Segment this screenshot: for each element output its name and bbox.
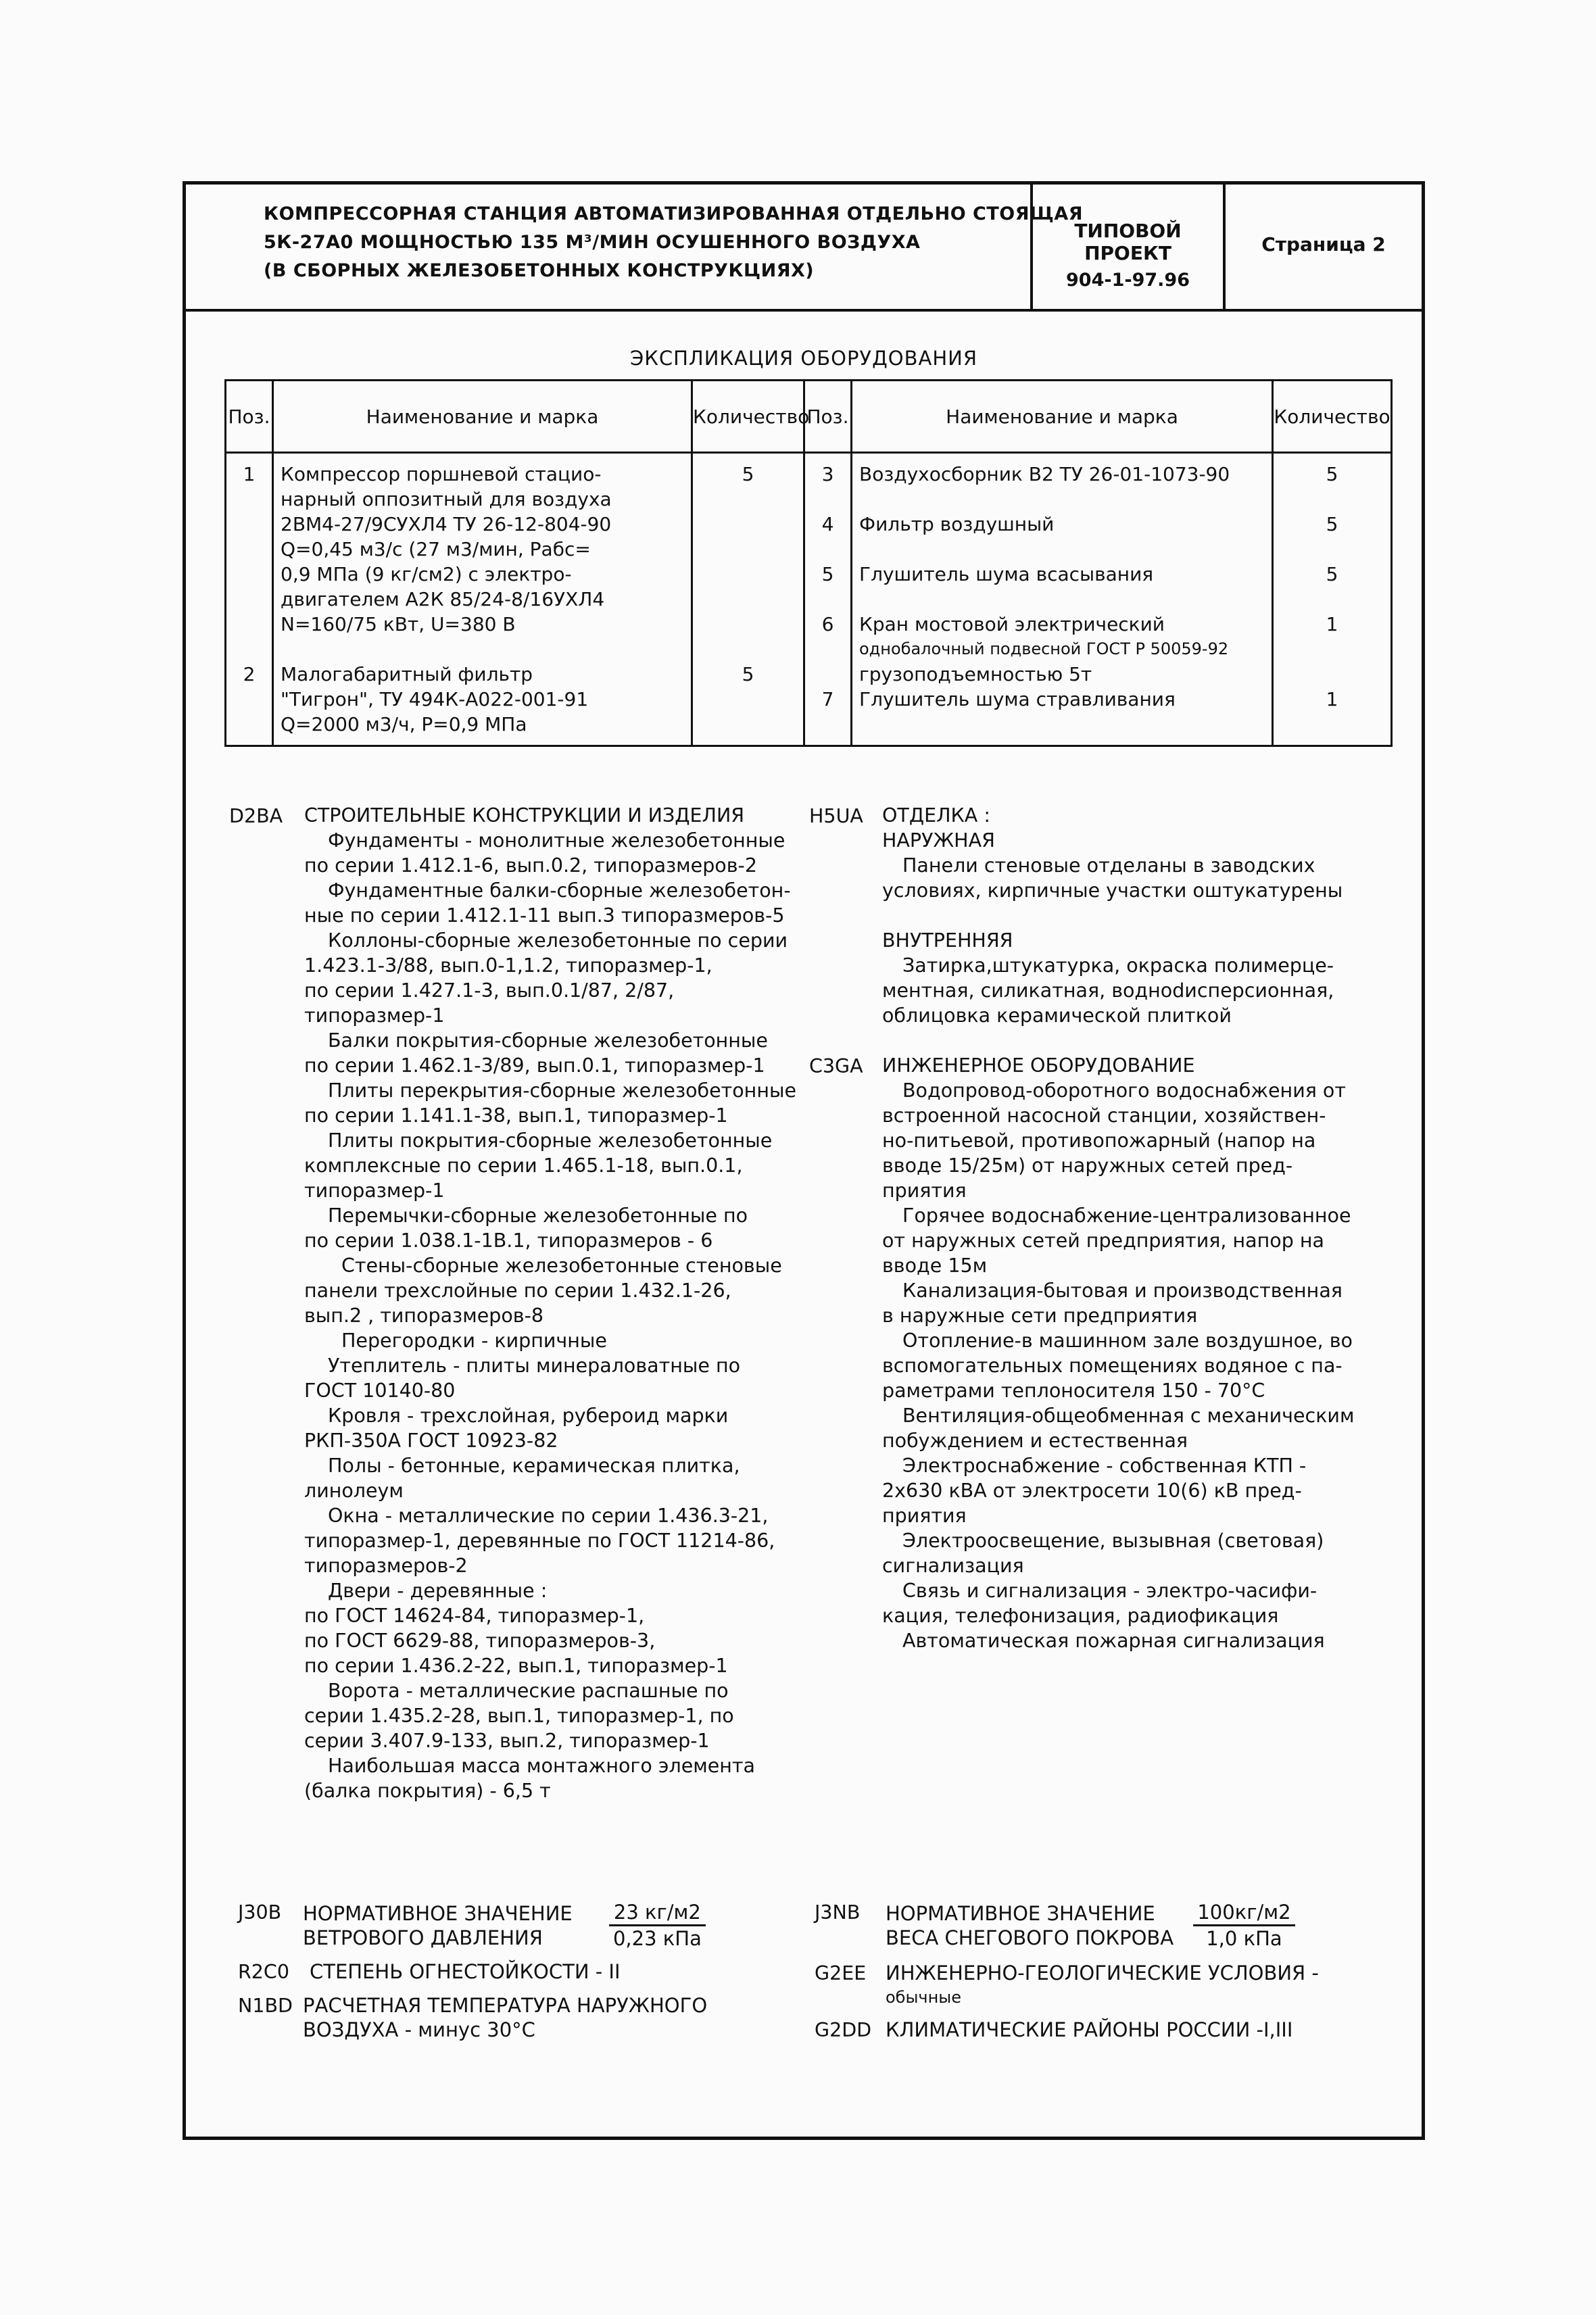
right-pos-cell (804, 453, 852, 746)
norm-wind-line2: ВЕТРОВОГО ДАВЛЕНИЯ (303, 1926, 543, 1949)
norm-temp-line2: ВОЗДУХА - минус 30°С (303, 2018, 535, 2041)
item-6-line: Кран мостовой электрический (859, 613, 1165, 635)
norm-snow-line2: ВЕСА СНЕГОВОГО ПОКРОВА (886, 1926, 1174, 1949)
engineering-line: в наружные сети предприятия (882, 1305, 1198, 1327)
norm-climate: КЛИМАТИЧЕСКИЕ РАЙОНЫ РОССИИ -I,III (886, 2018, 1293, 2041)
engineering-line: Электроснабжение - собственная КТП - (902, 1455, 1307, 1477)
item-1-line: нарный оппозитный для воздуха (281, 488, 612, 510)
norm-snow-value (1193, 1900, 1295, 1951)
construction-line: Фундаментные балки-сборные железобетон- (328, 879, 791, 902)
construction-line: по серии 1.462.1-3/89, вып.0.1, типоразмер-1 (304, 1054, 765, 1077)
qty-3: 5 (1326, 463, 1338, 485)
finish-section (882, 803, 1416, 1028)
left-pos-cell (226, 453, 273, 746)
construction-line: ные по серии 1.412.1-11 вып.3 типоразмеров-5 (304, 904, 785, 927)
section-code-engineering: C3GA (809, 1055, 863, 1077)
construction-line: по ГОСТ 14624-84, типоразмер-1, (304, 1605, 645, 1627)
qty-7: 1 (1326, 688, 1338, 710)
construction-line: по серии 1.427.1-3, вып.0.1/87, 2/87, (304, 979, 675, 1002)
engineering-line: Канализация-бытовая и производственная (902, 1280, 1343, 1302)
finish-outer-line: Панели стеновые отделаны в заводских (902, 854, 1315, 877)
construction-line: Окна - металлические по серии 1.436.3-21, (328, 1505, 769, 1527)
explication-title: ЭКСПЛИКАЦИЯ ОБОРУДОВАНИЯ (630, 347, 977, 370)
construction-line: РКП-350А ГОСТ 10923-82 (304, 1430, 558, 1452)
engineering-line: Связь и сигнализация - электро-часифи- (902, 1580, 1317, 1602)
left-name-cell (273, 453, 692, 746)
item-1-line: N=160/75 кВт, U=380 В (281, 613, 516, 635)
construction-line: по серии 1.412.1-6, вып.0.2, типоразмеров-2 (304, 854, 757, 877)
norm-wind-line1: НОРМАТИВНОЕ ЗНАЧЕНИЕ (303, 1901, 573, 1925)
title-block-name (186, 185, 1084, 309)
engineering-line: вводе 15/25м) от наружных сетей пред- (882, 1154, 1293, 1177)
construction-line: Балки покрытия-сборные железобетонные (328, 1029, 768, 1052)
finish-inner-line: Затирка,штукатурка, окраска полимерце- (902, 954, 1334, 977)
construction-line: Фундаменты - монолитные железобетонные (328, 829, 785, 852)
norm-code-fire: R2C0 (238, 1961, 289, 1983)
construction-line: по серии 1.141.1-38, вып.1, типоразмер-1 (304, 1104, 728, 1127)
pos-2: 2 (243, 663, 256, 685)
norm-snow (886, 1900, 1295, 1951)
norm-geo-line1: ИНЖЕНЕРНО-ГЕОЛОГИЧЕСКИЕ УСЛОВИЯ - (886, 1961, 1319, 1984)
norm-wind-value (609, 1900, 706, 1951)
qty-2: 5 (742, 663, 754, 685)
construction-section (304, 803, 980, 1803)
equipment-table (224, 379, 1393, 747)
construction-line: по ГОСТ 6629-88, типоразмеров-3, (304, 1630, 656, 1652)
qty-1: 5 (742, 463, 754, 485)
construction-line: по серии 1.436.2-22, вып.1, типоразмер-1 (304, 1655, 728, 1677)
item-2-line: Малогабаритный фильтр (281, 663, 533, 685)
engineering-line: Отопление-в машинном зале воздушное, во (902, 1330, 1353, 1352)
qty-5: 5 (1326, 563, 1338, 585)
construction-line: Кровля - трехслойная, рубероид марки (328, 1405, 729, 1427)
header-qty-right: Количество (1273, 381, 1392, 453)
engineering-line: вспомогательных помещениях водяное с па- (882, 1355, 1343, 1377)
construction-line: Стены-сборные железобетонные стеновые (341, 1254, 782, 1277)
engineering-line: от наружных сетей предприятия, напор на (882, 1229, 1324, 1252)
page-number: Страница 2 (1261, 233, 1386, 255)
construction-line: Плиты покрытия-сборные железобетонные (328, 1129, 773, 1152)
item-6-line: грузоподъемностью 5т (859, 663, 1092, 685)
construction-line: Перегородки - кирпичные (341, 1330, 607, 1352)
engineering-line: раметрами теплоносителя 150 - 70°С (882, 1380, 1265, 1402)
engineering-line: но-питьевой, противопожарный (напор на (882, 1129, 1316, 1152)
pos-3: 3 (821, 463, 834, 485)
construction-line: по серии 1.038.1-1В.1, типоразмеров - 6 (304, 1229, 713, 1252)
table-row (226, 453, 1392, 746)
left-qty-cell (692, 453, 804, 746)
project-label: ТИПОВОЙ ПРОЕКТ (1074, 220, 1182, 264)
engineering-section (882, 1053, 1416, 1653)
construction-line: Наибольшая масса монтажного элемента (328, 1755, 755, 1777)
finish-outer-line: условиях, кирпичные участки оштукатурены (882, 879, 1343, 902)
finish-inner-line: облицовка керамической плиткой (882, 1004, 1232, 1027)
norm-wind-num: 23 кг/м2 (609, 1900, 706, 1926)
construction-line: типоразмер-1, деревянные по ГОСТ 11214-86, (304, 1530, 775, 1552)
engineering-line: сигнализация (882, 1555, 1024, 1577)
construction-line: типоразмеров-2 (304, 1555, 468, 1577)
construction-heading: СТРОИТЕЛЬНЫЕ КОНСТРУКЦИИ И ИЗДЕЛИЯ (304, 804, 745, 827)
title-line-2: 5К-27А0 МОЩНОСТЬЮ 135 М³/МИН ОСУШЕННОГО ВОЗДУХА (264, 232, 921, 253)
norm-code-climate: G2DD (815, 2019, 872, 2041)
header-qty-left: Количество (692, 381, 804, 453)
header-name-right: Наименование и марка (852, 381, 1273, 453)
finish-heading: ОТДЕЛКА : (882, 804, 990, 827)
construction-line: Коллоны-сборные железобетонные по серии (328, 929, 788, 952)
drawing-sheet (183, 181, 1425, 2140)
norm-code-wind: J30B (238, 1901, 282, 1924)
engineering-line: Вентиляция-общеобменная с механическим (902, 1405, 1355, 1427)
construction-line: серии 1.435.2-28, вып.1, типоразмер-1, по (304, 1705, 734, 1727)
engineering-line: кация, телефонизация, радиофикация (882, 1605, 1279, 1627)
construction-line: вып.2 , типоразмеров-8 (304, 1305, 543, 1327)
finish-outer-heading: НАРУЖНАЯ (882, 829, 995, 852)
engineering-line: Автоматическая пожарная сигнализация (902, 1630, 1325, 1652)
engineering-line: Электроосвещение, вызывная (световая) (902, 1530, 1324, 1552)
construction-line: панели трехслойные по серии 1.432.1-26, (304, 1280, 731, 1302)
construction-line: комплексные по серии 1.465.1-18, вып.0.1, (304, 1154, 743, 1177)
item-7-line: Глушитель шума стравливания (859, 688, 1176, 710)
item-1-line: 2ВМ4-27/9СУХЛ4 ТУ 26-12-804-90 (281, 513, 612, 535)
construction-line: серии 3.407.9-133, вып.2, типоразмер-1 (304, 1730, 710, 1752)
header-pos-right: Поз. (804, 381, 852, 453)
pos-7: 7 (821, 688, 834, 710)
norm-temp-line1: РАСЧЕТНАЯ ТЕМПЕРАТУРА НАРУЖНОГО (303, 1994, 708, 2017)
right-name-cell (852, 453, 1273, 746)
item-5-line: Глушитель шума всасывания (859, 563, 1154, 585)
item-2-line: "Тигрон", ТУ 494К-А022-001-91 (281, 688, 589, 710)
norm-code-snow: J3NB (815, 1901, 861, 1924)
construction-line: 1.423.1-3/88, вып.0-1,1.2, типоразмер-1, (304, 954, 712, 977)
construction-line: ГОСТ 10140-80 (304, 1380, 456, 1402)
construction-line: типоразмер-1 (304, 1179, 445, 1202)
item-3-line: Воздухосборник В2 ТУ 26-01-1073-90 (859, 463, 1230, 485)
pos-4: 4 (821, 513, 834, 535)
engineering-line: Горячее водоснабжение-централизованное (902, 1204, 1351, 1227)
pos-6: 6 (821, 613, 834, 635)
construction-line: Ворота - металлические распашные по (328, 1680, 729, 1702)
header-pos-left: Поз. (226, 381, 273, 453)
title-block (186, 185, 1422, 312)
norm-geo (886, 1961, 1319, 2009)
engineering-line: побуждением и естественная (882, 1430, 1188, 1452)
norm-code-geo: G2EE (815, 1962, 867, 1984)
item-4-line: Фильтр воздушный (859, 513, 1055, 535)
qty-4: 5 (1326, 513, 1338, 535)
engineering-heading: ИНЖЕНЕРНОЕ ОБОРУДОВАНИЕ (882, 1054, 1195, 1077)
norm-fire: СТЕПЕНЬ ОГНЕСТОЙКОСТИ - II (310, 1960, 621, 1983)
item-1-line: Q=0,45 м3/с (27 м3/мин, Рабс= (281, 538, 591, 560)
engineering-line: Водопровод-оборотного водоснабжения от (902, 1079, 1346, 1102)
norm-temp (303, 1993, 707, 2042)
title-block-page (1226, 185, 1422, 309)
item-1-line: 0,9 МПа (9 кг/см2) с электро- (281, 563, 572, 585)
norm-wind-den: 0,23 кПа (612, 1927, 702, 1950)
item-6-line: однобалочный подвесной ГОСТ Р 50059-92 (859, 639, 1229, 658)
section-code-finish: H5UA (809, 805, 863, 827)
finish-inner-heading: ВНУТРЕННЯЯ (882, 929, 1013, 952)
construction-line: (балка покрытия) - 6,5 т (304, 1780, 551, 1802)
engineering-line: 2х630 кВА от электросети 10(6) кВ пред- (882, 1480, 1302, 1502)
title-line-3: (В СБОРНЫХ ЖЕЛЕЗОБЕТОННЫХ КОНСТРУКЦИЯХ) (264, 260, 815, 281)
construction-line: Перемычки-сборные железобетонные по (328, 1204, 748, 1227)
construction-line: Двери - деревянные : (328, 1580, 548, 1602)
right-qty-cell (1273, 453, 1392, 746)
item-2-line: Q=2000 м3/ч, Р=0,9 МПа (281, 713, 527, 735)
norm-snow-num: 100кг/м2 (1193, 1900, 1295, 1926)
section-code-construction: D2BA (229, 805, 283, 827)
item-1-line: двигателем А2К 85/24-8/16УХЛ4 (281, 588, 605, 610)
title-block-project (1033, 185, 1226, 309)
engineering-line: вводе 15м (882, 1254, 988, 1277)
construction-line: типоразмер-1 (304, 1004, 445, 1027)
construction-line: Утеплитель - плиты минераловатные по (328, 1355, 741, 1377)
qty-6: 1 (1326, 613, 1338, 635)
construction-line: линолеум (304, 1480, 404, 1502)
pos-1: 1 (243, 463, 256, 485)
norm-geo-line2: обычные (886, 1988, 962, 2007)
engineering-line: встроенной насосной станции, хозяйствен- (882, 1104, 1326, 1127)
header-name-left: Наименование и марка (273, 381, 692, 453)
engineering-line: приятия (882, 1179, 967, 1202)
norm-snow-line1: НОРМАТИВНОЕ ЗНАЧЕНИЕ (886, 1901, 1155, 1925)
pos-5: 5 (821, 563, 834, 585)
construction-line: Полы - бетонные, керамическая плитка, (328, 1455, 740, 1477)
norm-wind (303, 1900, 706, 1951)
item-1-line: Компрессор поршневой стацио- (281, 463, 602, 485)
project-number: 904-1-97.96 (1066, 270, 1190, 291)
norm-snow-den: 1,0 кПа (1206, 1927, 1282, 1950)
engineering-line: приятия (882, 1505, 967, 1527)
construction-line: Плиты перекрытия-сборные железобетонные (328, 1079, 796, 1102)
title-line-1: КОМПРЕССОРНАЯ СТАНЦИЯ АВТОМАТИЗИРОВАННАЯ ОТДЕЛЬНО СТОЯЩАЯ (264, 203, 1084, 224)
table-header-row (226, 381, 1392, 453)
norm-code-temp: N1BD (238, 1995, 293, 2017)
finish-inner-line: ментная, силикатная, водноdисперсионная, (882, 979, 1334, 1002)
